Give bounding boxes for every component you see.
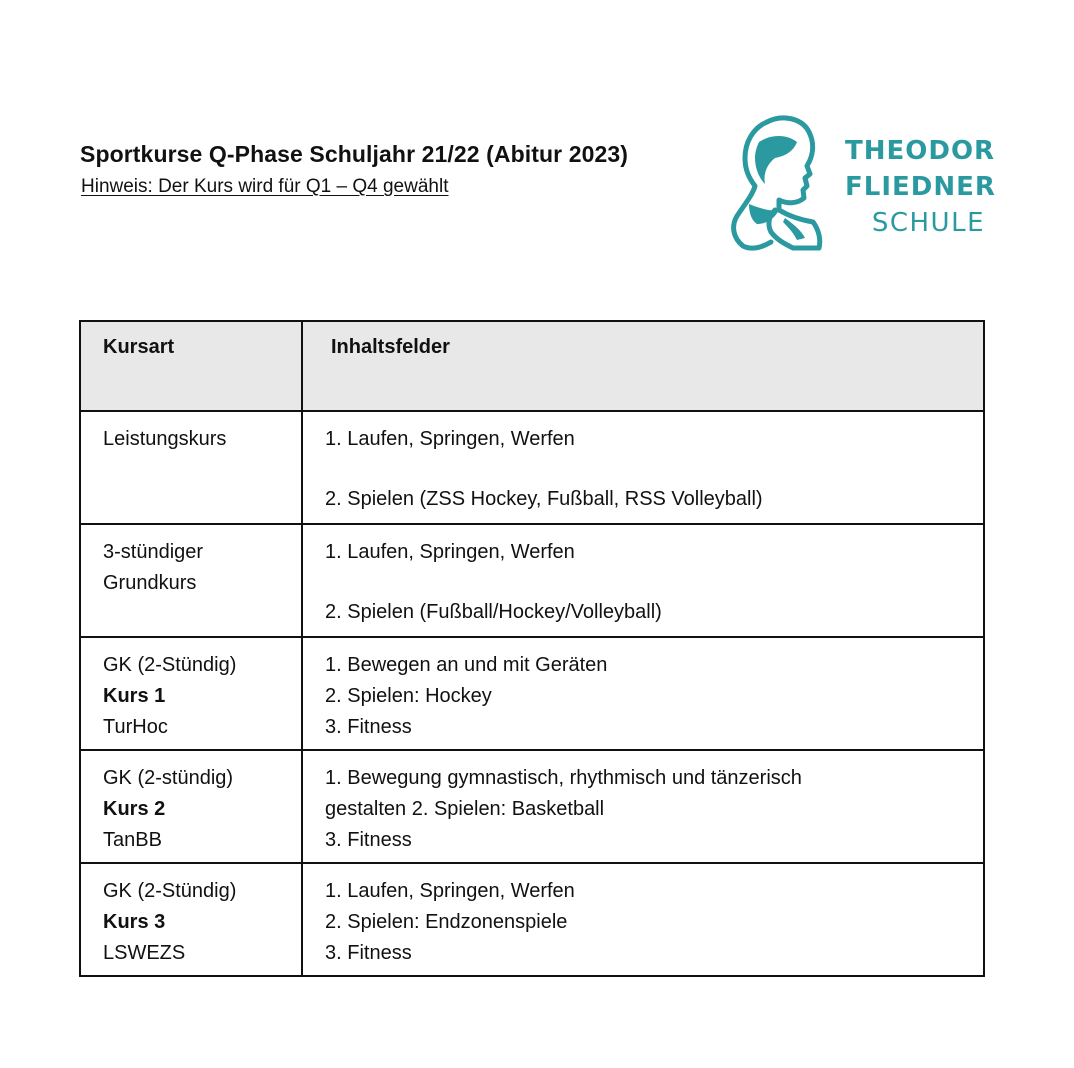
inhalt-line: 2. Spielen (ZSS Hockey, Fußball, RSS Volleyball) [325,488,763,510]
kursart-name: Leistungskurs [103,428,227,450]
kursart-code: LSWEZS [103,942,186,964]
kursart-name: GK (2-Stündig) [103,880,237,902]
inhalt-line: 1. Bewegung gymnastisch, rhythmisch und tänzerisch [325,767,802,789]
hint-text: Hinweis: Der Kurs wird für Q1 – Q4 gewählt [81,176,449,197]
kursart-cell [80,411,302,524]
table-row [80,524,984,637]
course-table [79,320,985,977]
school-logo-wordmark [845,133,996,241]
header-inhaltsfelder: Inhaltsfelder [302,321,984,411]
inhalt-line: 1. Laufen, Springen, Werfen [325,541,575,563]
inhalt-line: 2. Spielen: Hockey [325,685,492,707]
school-logo-portrait-icon [727,112,827,257]
logo-line-3: SCHULE [871,208,985,238]
logo-line-2: FLIEDNER [845,172,996,202]
inhalt-line: 2. Spielen (Fußball/Hockey/Volleyball) [325,601,662,623]
kursart-course-number: Kurs 2 [103,798,166,820]
kursart-code: TurHoc [103,716,168,738]
inhalt-line: 3. Fitness [325,829,412,851]
inhalt-line: 1. Laufen, Springen, Werfen [325,880,575,902]
kursart-name: GK (2-Stündig) [103,654,237,676]
kursart-name: GK (2-stündig) [103,767,234,789]
kursart-course-number: Kurs 1 [103,685,166,707]
inhalt-cell [302,411,984,524]
kursart-name: 3-stündiger [103,541,204,563]
kursart-name: Grundkurs [103,572,197,594]
table-row [80,637,984,750]
table-header-row [80,321,984,411]
inhalt-line: gestalten 2. Spielen: Basketball [325,798,605,820]
inhalt-cell [302,637,984,750]
logo-line-1: THEODOR [845,136,996,166]
kursart-code: TanBB [103,829,162,851]
table-row [80,863,984,976]
kursart-cell [80,750,302,863]
inhalt-line: 3. Fitness [325,942,412,964]
kursart-cell [80,863,302,976]
inhalt-line: 1. Laufen, Springen, Werfen [325,428,575,450]
inhalt-cell [302,524,984,637]
inhalt-line: 3. Fitness [325,716,412,738]
inhalt-cell [302,863,984,976]
table-row [80,411,984,524]
inhalt-line: 2. Spielen: Endzonenspiele [325,911,568,933]
kursart-cell [80,524,302,637]
page-title: Sportkurse Q-Phase Schuljahr 21/22 (Abitur 2023) [80,141,629,167]
header-kursart: Kursart [80,321,302,411]
inhalt-cell [302,750,984,863]
kursart-cell [80,637,302,750]
table-row [80,750,984,863]
kursart-course-number: Kurs 3 [103,911,166,933]
inhalt-line: 1. Bewegen an und mit Geräten [325,654,608,676]
